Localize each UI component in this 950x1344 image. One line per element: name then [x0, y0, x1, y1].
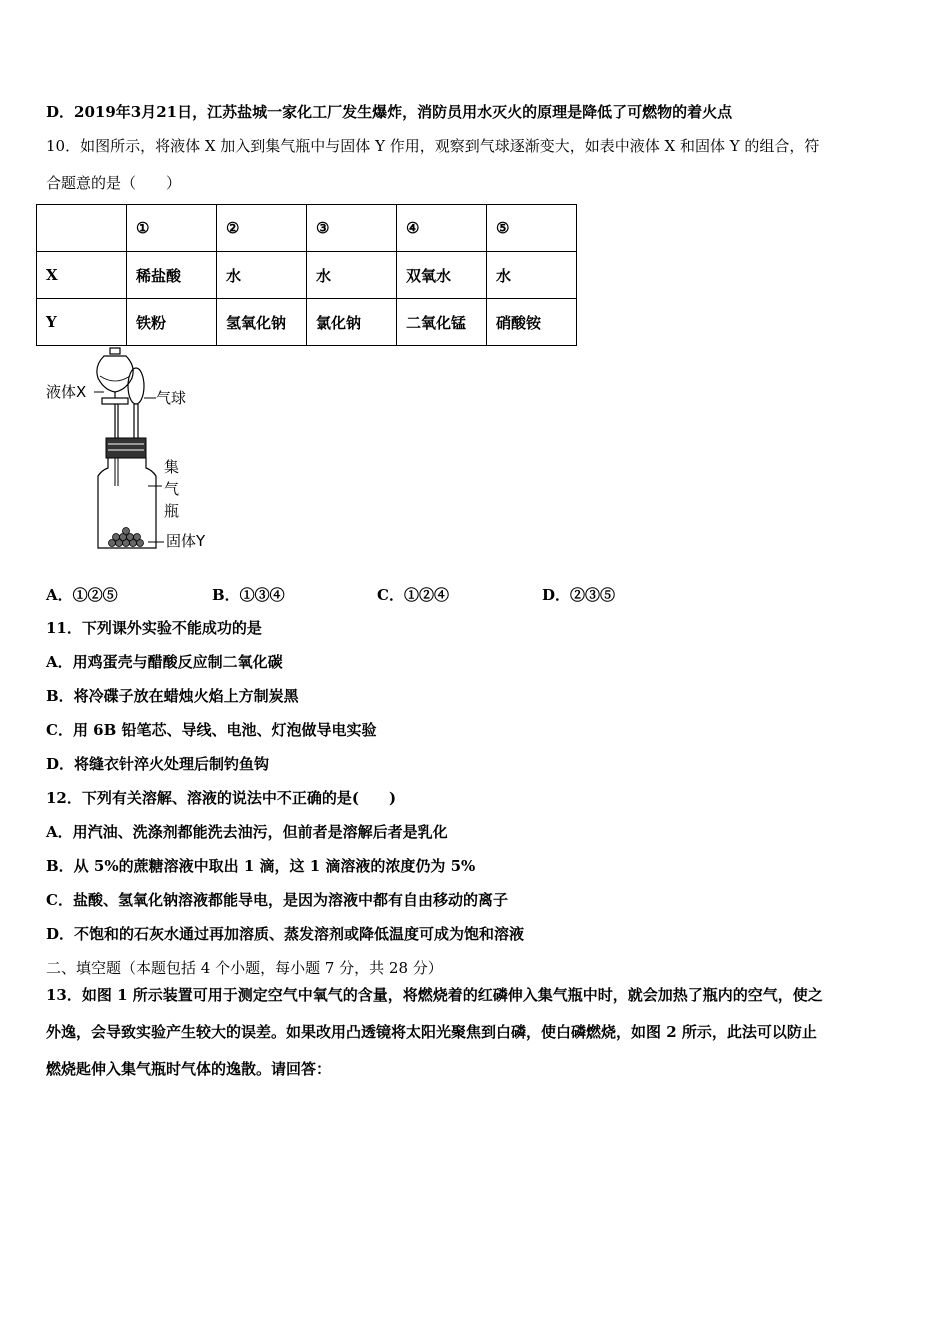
q10-option-d[interactable]: D．②③⑤ — [542, 586, 616, 604]
table-cell: ③ — [307, 205, 397, 252]
q12-option-b[interactable]: B．从 5%的蔗糖溶液中取出 1 滴，这 1 滴溶液的浓度仍为 5% — [46, 857, 476, 875]
table-cell: 氯化钠 — [307, 299, 397, 346]
label-solid-y: 固体Y — [166, 532, 206, 550]
table-cell: 水 — [217, 252, 307, 299]
table-cell: X — [37, 252, 127, 299]
q13-line3: 燃烧匙伸入集气瓶时气体的逸散。请回答： — [46, 1060, 332, 1078]
q10-option-a[interactable]: A．①②⑤ — [46, 586, 118, 604]
apparatus-figure — [44, 346, 224, 558]
q11-stem: 11．下列课外实验不能成功的是 — [46, 619, 262, 637]
q10-stem-line2: 合题意的是（ ） — [46, 174, 182, 192]
table-cell: 水 — [487, 252, 577, 299]
table-cell: ④ — [397, 205, 487, 252]
label-balloon: 气球 — [156, 389, 187, 407]
q13-line1: 13．如图 1 所示装置可用于测定空气中氧气的含量，将燃烧着的红磷伸入集气瓶中时，就会加热了瓶内的空气，使之 — [46, 986, 823, 1004]
table-row-x — [37, 252, 577, 299]
table-cell: ① — [127, 205, 217, 252]
q10-option-c[interactable]: C．①②④ — [377, 586, 449, 604]
table-cell: 稀盐酸 — [127, 252, 217, 299]
q11-option-c[interactable]: C．用 6B 铅笔芯、导线、电池、灯泡做导电实验 — [46, 721, 377, 739]
table-cell: 水 — [307, 252, 397, 299]
label-bottle-2: 气 — [164, 480, 180, 498]
q10-stem-line1: 10．如图所示，将液体 X 加入到集气瓶中与固体 Y 作用，观察到气球逐渐变大，如表中液体 X 和固体 Y 的组合，符 — [46, 137, 820, 155]
table-cell: 氢氧化钠 — [217, 299, 307, 346]
label-bottle-3: 瓶 — [164, 502, 180, 520]
label-liquid-x: 液体X — [46, 383, 87, 401]
q11-option-a[interactable]: A．用鸡蛋壳与醋酸反应制二氧化碳 — [46, 653, 283, 671]
table-cell: Y — [37, 299, 127, 346]
table-cell: 铁粉 — [127, 299, 217, 346]
q11-option-d[interactable]: D．将缝衣针淬火处理后制钓鱼钩 — [46, 755, 270, 773]
section-heading: 二、填空题（本题包括 4 个小题，每小题 7 分，共 28 分） — [46, 959, 443, 977]
table-cell — [37, 205, 127, 252]
q9-option-d: D．2019年3月21日，江苏盐城一家化工厂发生爆炸，消防员用水灭火的原理是降低了可燃物的着火点 — [46, 103, 733, 121]
table-row-y — [37, 299, 577, 346]
table-cell: 硝酸铵 — [487, 299, 577, 346]
q13-line2: 外逸，会导致实验产生较大的误差。如果改用凸透镜将太阳光聚焦到白磷，使白磷燃烧，如图 2 所示，此法可以防止 — [46, 1023, 817, 1041]
q12-stem: 12．下列有关溶解、溶液的说法中不正确的是( ) — [46, 789, 397, 807]
table-cell: 双氧水 — [397, 252, 487, 299]
q10-table — [36, 204, 577, 346]
q10-option-b[interactable]: B．①③④ — [212, 586, 285, 604]
q12-option-d[interactable]: D．不饱和的石灰水通过再加溶质、蒸发溶剂或降低温度可成为饱和溶液 — [46, 925, 525, 943]
q12-option-c[interactable]: C．盐酸、氢氧化钠溶液都能导电，是因为溶液中都有自由移动的离子 — [46, 891, 508, 909]
table-cell: 二氧化锰 — [397, 299, 487, 346]
q11-option-b[interactable]: B．将冷碟子放在蜡烛火焰上方制炭黑 — [46, 687, 299, 705]
label-bottle-1: 集 — [164, 458, 180, 476]
q12-option-a[interactable]: A．用汽油、洗涤剂都能洗去油污，但前者是溶解后者是乳化 — [46, 823, 448, 841]
table-header-row — [37, 205, 577, 252]
table-cell: ⑤ — [487, 205, 577, 252]
table-cell: ② — [217, 205, 307, 252]
